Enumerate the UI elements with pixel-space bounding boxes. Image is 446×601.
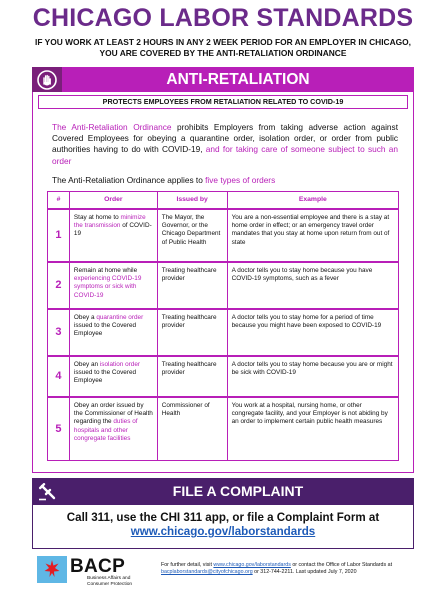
order-text: Stay at home to — [73, 213, 121, 221]
order-text: Obey a — [73, 313, 97, 321]
gavel-icon — [32, 478, 62, 505]
complaint-instructions: Call 311, use the CHI 311 app, or file a Complaint Form at — [66, 511, 380, 524]
order-cell — [69, 262, 157, 309]
issued-by-cell: Treating healthcare provider — [157, 262, 227, 309]
table-header-row — [48, 192, 399, 209]
order-text: Remain at home while — [73, 266, 138, 274]
labor-standards-link[interactable]: www.chicago.gov/laborstandards — [130, 525, 316, 538]
table-row — [48, 309, 399, 356]
column-header-order: Order — [69, 192, 157, 209]
intro-emphasis: and for taking care of someone subject to such an order — [52, 144, 398, 166]
chicago-flag-icon — [37, 556, 67, 583]
column-header-example: Example — [227, 192, 398, 209]
bacp-subtitle — [87, 576, 132, 587]
order-cell — [69, 209, 157, 262]
applies-prefix: The Anti-Retaliation Ordinance applies to — [52, 175, 206, 185]
issued-by-cell: Commissioner of Health — [157, 397, 227, 461]
row-number: 5 — [48, 397, 70, 461]
subtitle-line-1: IF YOU WORK AT LEAST 2 HOURS IN ANY 2 WEEK PERIOD FOR AN EMPLOYER IN CHICAGO, — [35, 37, 411, 47]
order-cell — [69, 397, 157, 461]
footer-website-link[interactable]: www.chicago.gov/laborstandards — [213, 562, 291, 568]
ordinance-name: The Anti-Retaliation Ordinance — [52, 122, 172, 132]
row-number: 4 — [48, 356, 70, 397]
order-text-post: of COVID-19 — [73, 221, 152, 238]
order-emphasis: duties of hospitals and other congregate facilities — [73, 418, 138, 443]
file-complaint-header — [32, 478, 414, 505]
subtitle-line-2: YOU ARE COVERED BY THE ANTI-RETALIATION ORDINANCE — [99, 47, 347, 58]
order-cell — [69, 356, 157, 397]
column-header-issued-by: Issued by — [157, 192, 227, 209]
order-emphasis: isolation order — [99, 360, 141, 368]
row-number: 2 — [48, 262, 70, 309]
example-cell: A doctor tells you to stay home because you are or might be sick with COVID-19 — [227, 356, 398, 397]
order-cell — [69, 309, 157, 356]
table-row — [48, 397, 399, 461]
page-title: CHICAGO LABOR STANDARDS — [32, 4, 414, 32]
table-row — [48, 356, 399, 397]
issued-by-cell: The Mayor, the Governor, or the Chicago Department of Public Health — [157, 209, 227, 262]
row-number: 1 — [48, 209, 70, 262]
example-cell: You are a non-essential employee and there is a stay at home order in effect; or an emergency travel order mandates that you stay at home upon return from out of state — [227, 209, 398, 262]
order-emphasis: quarantine order — [96, 313, 144, 321]
intro-body: prohibits Employers from taking adverse action against Covered Employees for obeying a quarantine order, isolation order, or order from public authorities having to do with COVID-19, — [52, 122, 398, 155]
protects-banner: PROTECTS EMPLOYEES FROM RETALIATION RELATED TO COVID-19 — [38, 95, 408, 109]
order-emphasis: experiencing COVID-19 symptoms or sick with COVID-19 — [73, 274, 142, 299]
anti-retaliation-header — [32, 67, 414, 92]
coverage-subtitle — [10, 37, 436, 58]
example-cell: A doctor tells you to stay home for a period of time because you might have been exposed to COVID-19 — [227, 309, 398, 356]
bacp-subtitle-line-1: Business Affairs and — [87, 576, 131, 581]
footer-detail-pre: For further detail, visit — [161, 562, 214, 568]
order-text-post: issued to the Covered Employee — [73, 368, 137, 385]
table-row — [48, 209, 399, 262]
row-number: 3 — [48, 309, 70, 356]
order-text: Obey an order issued by the Commissioner of Health regarding the — [73, 401, 153, 426]
table-row — [48, 262, 399, 309]
column-header-num: # — [48, 192, 70, 209]
order-text: Obey an — [73, 360, 100, 368]
raised-hand-icon — [32, 67, 62, 92]
applies-emphasis: five types of orders — [205, 175, 276, 185]
order-text-post: issued to the Covered Employee — [73, 321, 137, 338]
footer-detail-post: or 312-744-2211. Last updated July 7, 2020 — [252, 569, 357, 576]
issued-by-cell: Treating healthcare provider — [157, 309, 227, 356]
applies-line — [52, 175, 398, 186]
example-cell: You work at a hospital, nursing home, or other congregate facility, and your Employer is not abiding by an order to implement certain public health measures — [227, 397, 398, 461]
issued-by-cell: Treating healthcare provider — [157, 356, 227, 397]
intro-paragraph — [52, 122, 398, 167]
orders-table — [47, 191, 399, 461]
footer-email-link[interactable]: bacplaborstandards@cityofchicago.org — [161, 569, 253, 576]
bacp-wordmark: BACP — [70, 556, 126, 577]
section-title: ANTI-RETALIATION — [166, 71, 310, 88]
footer-detail-mid: or contact the Office of Labor Standards at — [290, 562, 393, 568]
footer-contact — [161, 562, 421, 577]
example-cell: A doctor tells you to stay home because you have COVID-19 symptoms, such as a fever — [227, 262, 398, 309]
complaint-title: FILE A COMPLAINT — [172, 483, 304, 499]
bacp-subtitle-line-2: Consumer Protection — [87, 581, 133, 587]
order-emphasis: minimize the transmission — [73, 213, 146, 229]
